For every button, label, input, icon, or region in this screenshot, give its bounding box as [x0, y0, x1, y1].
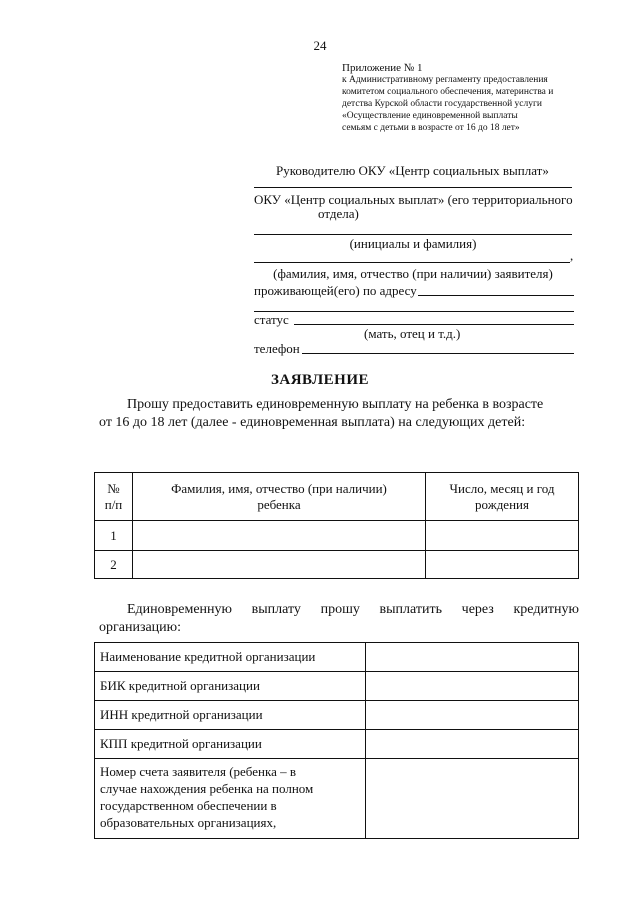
kpp-label: КПП кредитной организации	[95, 730, 366, 759]
header-num-line: №	[107, 480, 120, 496]
applicant-fio-line[interactable]	[254, 262, 570, 263]
org-line-2: отдела)	[318, 206, 359, 221]
row-dob-cell[interactable]	[426, 551, 579, 579]
payment-word: прошу	[320, 602, 360, 617]
row-dob-cell[interactable]	[426, 521, 579, 551]
header-num	[95, 473, 133, 521]
table-row	[95, 521, 579, 551]
row-name-cell[interactable]	[133, 551, 426, 579]
inn-value[interactable]	[366, 701, 579, 730]
account-label	[95, 759, 366, 839]
initials-caption: (инициалы и фамилия)	[349, 236, 477, 251]
row-name-cell[interactable]	[133, 521, 426, 551]
appendix-line: к Административному регламенту предоставления	[342, 75, 548, 85]
table-row	[95, 730, 579, 759]
account-label-line: Номер счета заявителя (ребенка – в	[100, 764, 297, 779]
table-row	[95, 701, 579, 730]
inn-label: ИНН кредитной организации	[95, 701, 366, 730]
bank-name-label: Наименование кредитной организации	[95, 643, 366, 672]
payment-word: выплатить	[379, 602, 442, 617]
table-row	[95, 759, 579, 839]
appendix-title: Приложение № 1	[342, 62, 423, 74]
header-dob	[426, 473, 579, 521]
payment-line-1	[127, 602, 579, 618]
children-table	[94, 472, 579, 579]
appendix-body	[342, 74, 592, 134]
appendix-line: детства Курской области государственной услуги	[342, 99, 542, 109]
row-num: 1	[95, 521, 133, 551]
header-name-line: Фамилия, имя, отчество (при наличии)	[171, 480, 387, 496]
bik-label: БИК кредитной организации	[95, 672, 366, 701]
account-label-line: государственном обеспечении в	[100, 798, 277, 813]
appendix-line: «Осуществление единовременной выплаты	[342, 111, 518, 121]
table-row	[95, 672, 579, 701]
page-number: 24	[313, 38, 327, 53]
request-line-2: от 16 до 18 лет (далее - единовременная выплата) на следующих детей:	[99, 415, 526, 430]
head-name-line[interactable]	[254, 187, 572, 188]
account-label-line: случае нахождения ребенка на полном	[100, 781, 314, 796]
request-line-1: Прошу предоставить единовременную выплату на ребенка в возрасте	[127, 397, 544, 412]
header-num-line: п/п	[104, 496, 123, 512]
phone-label: телефон	[254, 341, 300, 356]
org-line-1: ОКУ «Центр социальных выплат» (его территориального	[254, 192, 573, 207]
document-title: ЗАЯВЛЕНИЕ	[270, 372, 370, 388]
status-line[interactable]	[294, 324, 574, 325]
table-row	[95, 643, 579, 672]
fio-caption: (фамилия, имя, отчество (при наличии) заявителя)	[273, 266, 553, 281]
address-line-2[interactable]	[254, 311, 574, 312]
bik-value[interactable]	[366, 672, 579, 701]
appendix-line: семьям с детьми в возрасте от 16 до 18 лет»	[342, 123, 520, 133]
bank-name-value[interactable]	[366, 643, 579, 672]
header-name-line: ребенка	[257, 496, 301, 512]
payment-word: Единовременную	[127, 602, 232, 617]
header-dob-line: рождения	[475, 496, 529, 512]
payment-line-2: организацию:	[99, 620, 182, 635]
payment-word: кредитную	[513, 602, 579, 617]
appendix-line: комитетом социального обеспечения, материнства и	[342, 87, 554, 97]
phone-line[interactable]	[302, 353, 574, 354]
address-label: проживающей(его) по адресу	[254, 283, 417, 298]
initials-line[interactable]	[254, 234, 572, 235]
account-label-line: образовательных организациях,	[100, 815, 277, 830]
to-head-text: Руководителю ОКУ «Центр социальных выплат»	[276, 163, 549, 178]
table-row	[95, 551, 579, 579]
header-name	[133, 473, 426, 521]
row-num: 2	[95, 551, 133, 579]
account-value[interactable]	[366, 759, 579, 839]
status-caption: (мать, отец и т.д.)	[364, 326, 461, 341]
address-line-1[interactable]	[418, 295, 574, 296]
children-table-header	[95, 473, 579, 521]
payment-word: выплату	[251, 602, 301, 617]
kpp-value[interactable]	[366, 730, 579, 759]
comma: ,	[570, 248, 574, 263]
bank-table	[94, 642, 579, 839]
header-dob-line: Число, месяц и год	[449, 480, 555, 496]
payment-word: через	[461, 602, 494, 617]
status-label: статус	[254, 312, 289, 327]
